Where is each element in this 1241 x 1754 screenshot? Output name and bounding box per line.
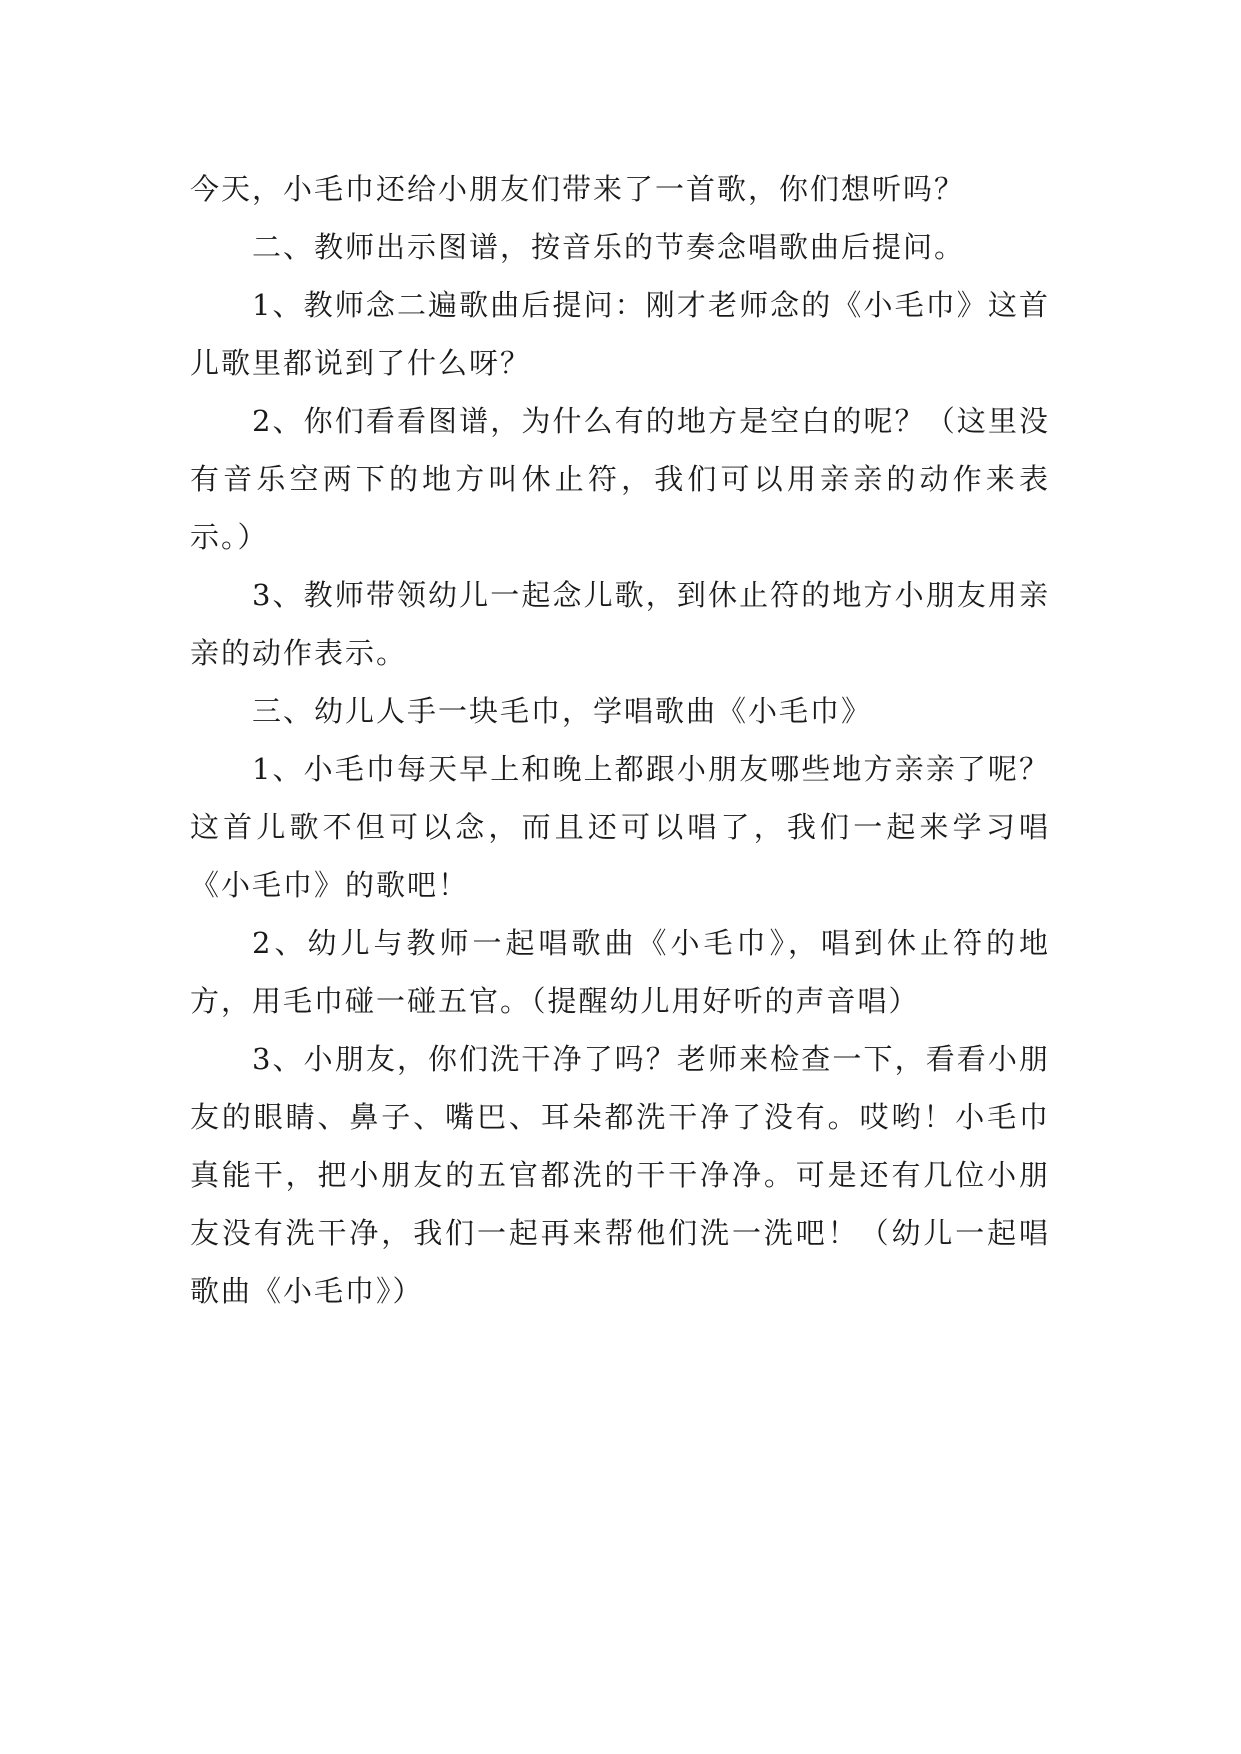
section-heading: 二、教师出示图谱，按音乐的节奏念唱歌曲后提问。 bbox=[252, 230, 966, 264]
paragraph: 3、小朋友，你们洗干净了吗？老师来检查一下，看看小朋友的眼睛、鼻子、嘴巴、耳朵都洗干净了没有。哎哟！小毛巾真能干，把小朋友的五官都洗的干干净净。可是还有几位小朋友没有洗干净，我们一起再来帮他们洗一洗吧！（幼儿一起唱歌曲《小毛巾》） bbox=[190, 1042, 1050, 1308]
paragraph: 今天，小毛巾还给小朋友们带来了一首歌，你们想听吗？ bbox=[190, 172, 966, 206]
paragraph: 2、你们看看图谱，为什么有的地方是空白的呢？（这里没有音乐空两下的地方叫休止符，我们可以用亲亲的动作来表示。） bbox=[190, 404, 1050, 554]
paragraph: 3、教师带领幼儿一起念儿歌，到休止符的地方小朋友用亲亲的动作表示。 bbox=[190, 578, 1050, 670]
section-heading: 三、幼儿人手一块毛巾，学唱歌曲《小毛巾》 bbox=[252, 694, 873, 728]
paragraph: 1、教师念二遍歌曲后提问：刚才老师念的《小毛巾》这首儿歌里都说到了什么呀？ bbox=[190, 288, 1050, 380]
document-body bbox=[190, 160, 1050, 1320]
paragraph: 2、幼儿与教师一起唱歌曲《小毛巾》，唱到休止符的地方，用毛巾碰一碰五官。（提醒幼儿用好听的声音唱） bbox=[190, 926, 1050, 1018]
paragraph: 1、小毛巾每天早上和晚上都跟小朋友哪些地方亲亲了呢？这首儿歌不但可以念，而且还可以唱了，我们一起来学习唱《小毛巾》的歌吧！ bbox=[190, 752, 1050, 902]
